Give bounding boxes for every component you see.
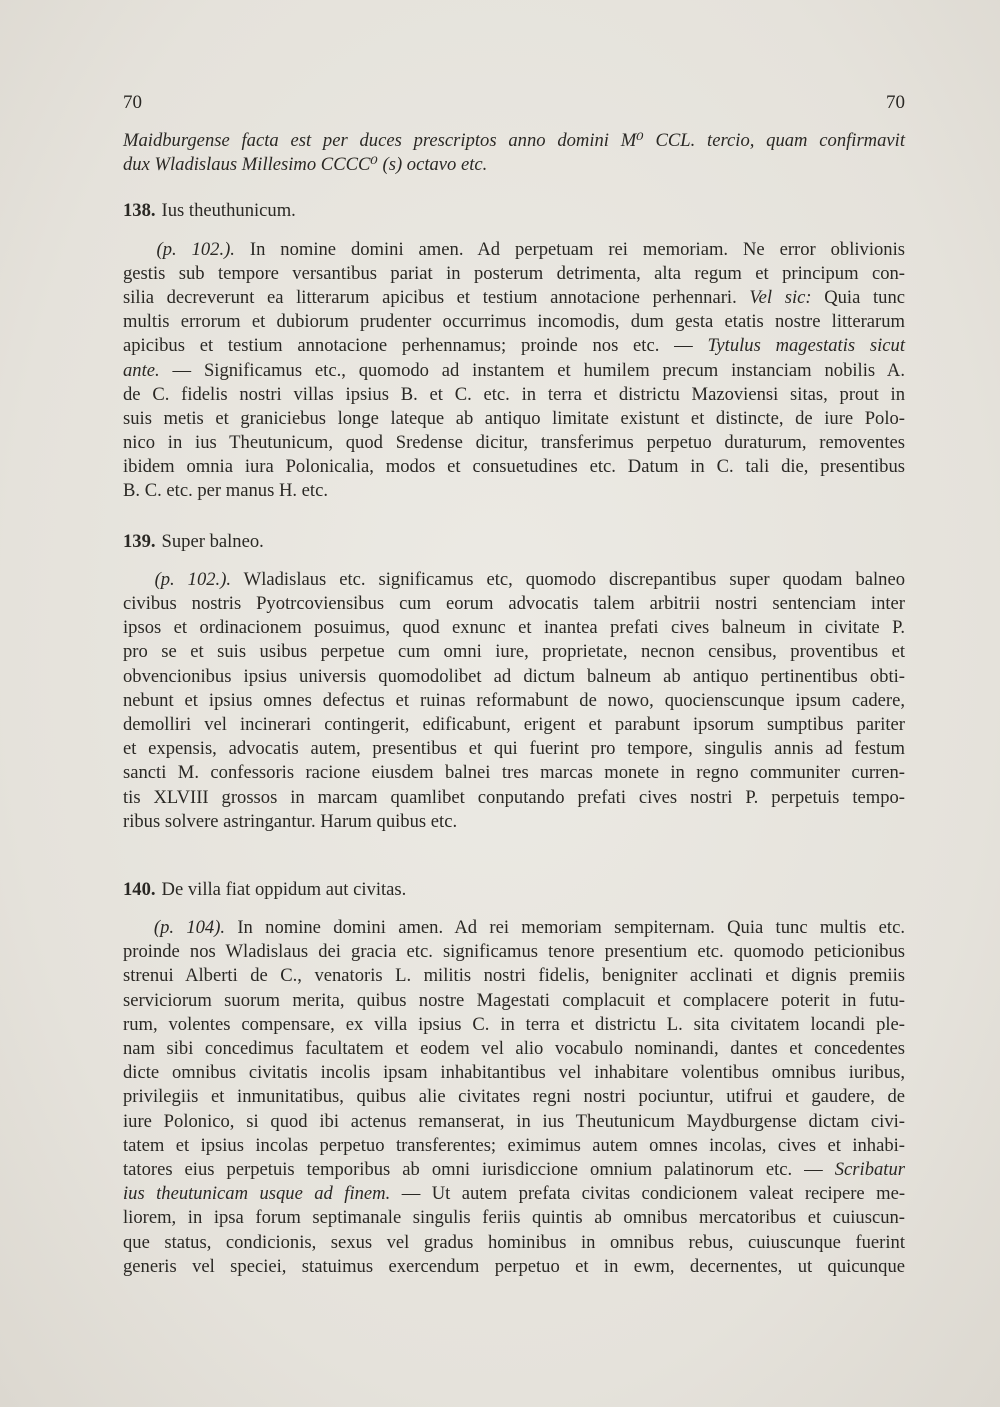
text-run: Quia tunc xyxy=(824,286,905,308)
text-line: liorem, in ipsa forum septimanale singulis feriis quintis ab omnibus mercatoribus et cuiuscun- xyxy=(123,1207,905,1229)
text-line: ribus solvere astringantur. Harum quibus etc. xyxy=(123,810,458,832)
text-line: demolliri vel incinerari contingerit, edificabunt, erigent et parabunt ipsorum sumptibus pariter xyxy=(123,713,905,735)
section-title: De villa fiat oppidum aut civitas. xyxy=(161,878,407,900)
text-line: nico in ius Theutunicum, quod Sredense dicitur, transferimus perpetuo duraturum, removentes xyxy=(123,432,905,454)
section-title: Super balneo. xyxy=(161,530,264,552)
text-run-italic: ius theutunicam usque ad finem. xyxy=(123,1183,391,1205)
text-line: de C. fidelis nostri villas ipsius B. et C. etc. in terra et districtu Mazoviensi sitas, prout in xyxy=(123,383,905,405)
text-run-italic: Scribatur xyxy=(834,1158,905,1180)
text-run-italic: Vel sic: xyxy=(749,286,812,308)
text-column xyxy=(123,91,905,1279)
page-reference: (p. 102.). xyxy=(154,568,232,590)
section-heading-138 xyxy=(123,199,905,223)
text-line: gestis sub tempore versantibus pariat in posterum detrimenta, alta regum et principum con- xyxy=(123,262,905,284)
text-run: — Significamus etc., quomodo ad instantem et humilem precum instanciam nobilis A. xyxy=(172,359,905,381)
text-line: civibus nostris Pyotrcoviensibus cum eorum advocatis talem arbitrii nostri sentenciam inter xyxy=(123,593,905,614)
text-line: sancti M. confessoris racione eiusdem balnei tres marcas monete in regno communiter curren- xyxy=(123,762,905,784)
text-line xyxy=(123,916,905,940)
text-line: nam sibi concedimus facultatem et eodem vel alio vocabulo nominandi, dantes et concedentes xyxy=(123,1038,905,1059)
text-run: tatores eius perpetuis temporibus ab omni iurisdiccione omnium palatinorum etc. — xyxy=(123,1158,823,1180)
text-run-italic: Tytulus magestatis sicut xyxy=(707,335,905,357)
text-line: pro se et suis usibus perpetue cum omni iure, proprietate, necnon censibus, proventibus et xyxy=(123,641,905,663)
page-reference: (p. 102.). xyxy=(156,238,235,260)
section-title: Ius theuthunicum. xyxy=(161,200,296,222)
text-line: multis errorum et dubiorum prudenter occurrimus incomodis, dum gesta etatis nostre litterarum xyxy=(123,311,905,333)
text-run: — Ut autem prefata civitas condicionem valeat recipere me- xyxy=(401,1183,906,1205)
text-run-italic: ante. xyxy=(123,359,160,381)
text-line xyxy=(123,568,905,592)
section-body-139 xyxy=(123,568,905,834)
text-line: tatem et ipsius incolas perpetuo transferentes; eximimus autem omnes incolas, cives et inhabi- xyxy=(123,1134,905,1156)
page-number-left: 70 xyxy=(123,92,142,113)
text-line: et expensis, advocatis autem, presentibus et qui fuerint pro tempore, singulis annis ad festum xyxy=(123,738,905,760)
text-line xyxy=(123,286,905,310)
text-run: silia decreverunt ea litterarum apicibus et testium annotacione perhennari. xyxy=(123,286,737,308)
text-line: tis XLVIII grossos in marcam quamlibet conputando prefati cives nostri P. perpetuis tempo- xyxy=(123,786,905,808)
text-line: proinde nos Wladislaus dei gracia etc. significamus tenore presentium etc. quomodo peticionibus xyxy=(123,941,905,963)
section-heading-139 xyxy=(123,530,905,554)
text-run: apicibus et testium annotacione perhennamus; proinde nos etc. — xyxy=(123,335,693,357)
text-line: ipsos et ordinacionem posuimus, quod exnunc et inantea prefati cives balneum in civitate P. xyxy=(123,617,905,639)
text-line: serviciorum suorum merita, quibus nostre Magestati complacuit et complacere poterit in futu- xyxy=(123,989,905,1011)
text-line: B. C. etc. per manus H. etc. xyxy=(123,480,328,502)
text-line: Maidburgense facta est per duces prescriptos anno domini M⁰ CCL. tercio, quam confirmavit xyxy=(123,130,905,151)
text-line xyxy=(123,1182,905,1206)
intro-paragraph xyxy=(123,129,905,177)
text-line: ibidem omnia iura Polonicalia, modos et consuetudines etc. Datum in C. tali die, presentibus xyxy=(123,456,905,478)
page-number-right: 70 xyxy=(886,92,905,113)
text-line: strenui Alberti de C., venatoris L. militis nostri fidelis, benigniter acclinati et dignis premiis xyxy=(123,965,905,987)
text-line: suis metis et graniciebus longe lateque ab antiquo limitate existunt et distincte, de iure Polo- xyxy=(123,407,905,429)
section-body-140 xyxy=(123,916,905,1279)
section-number: 140. xyxy=(123,878,156,900)
section-number: 138. xyxy=(123,200,156,222)
text-run: In nomine domini amen. Ad rei memoriam sempiternam. Quia tunc multis etc. xyxy=(237,917,905,939)
text-line: generis vel speciei, statuimus exercendum perpetuo et in ewm, decernentes, ut quicunque xyxy=(123,1255,905,1277)
text-line xyxy=(123,238,905,262)
section-heading-140 xyxy=(123,878,905,902)
text-line: privilegiis et inmunitatibus, quibus alie civitates regni nostri pociuntur, utifrui et gaudere, de xyxy=(123,1086,905,1108)
text-line: dux Wladislaus Millesimo CCCC⁰ (s) octavo etc. xyxy=(123,154,488,176)
text-run: Wladislaus etc. significamus etc, quomodo discrepantibus super quodam balneo xyxy=(243,568,906,590)
text-line xyxy=(123,334,905,358)
section-number: 139. xyxy=(123,530,156,552)
text-line xyxy=(123,359,905,383)
section-body-138 xyxy=(123,238,905,504)
text-line: rum, volentes compensare, ex villa ipsius C. in terra et districtu L. sita civitatem locandi ple- xyxy=(123,1013,905,1035)
text-line: obvencionibus ipsius universis quomodolibet ad dictum balneum ab antiquo pertinentibus obti- xyxy=(123,665,905,687)
page-reference: (p. 104). xyxy=(153,917,226,939)
text-line: iure Polonico, si quod ibi actenus remanserat, in ius Theutunicum Maydburgense dictam civi- xyxy=(123,1110,905,1132)
text-line: nebunt et ipsius omnes defectus et ruinas reformabunt de nowo, quocienscunque ipsum cadere, xyxy=(123,689,905,711)
running-head xyxy=(123,91,905,115)
text-line xyxy=(123,1158,905,1182)
text-line: dicte omnibus civitatis incolis ipsam inhabitantibus vel inhabitare volentibus omnibus iuribus, xyxy=(123,1062,905,1084)
text-run: In nomine domini amen. Ad perpetuam rei memoriam. Ne error oblivionis xyxy=(249,238,906,260)
text-line: que status, condicionis, sexus vel gradus hominibus in omnibus rebus, cuiuscunque fuerint xyxy=(123,1231,905,1253)
